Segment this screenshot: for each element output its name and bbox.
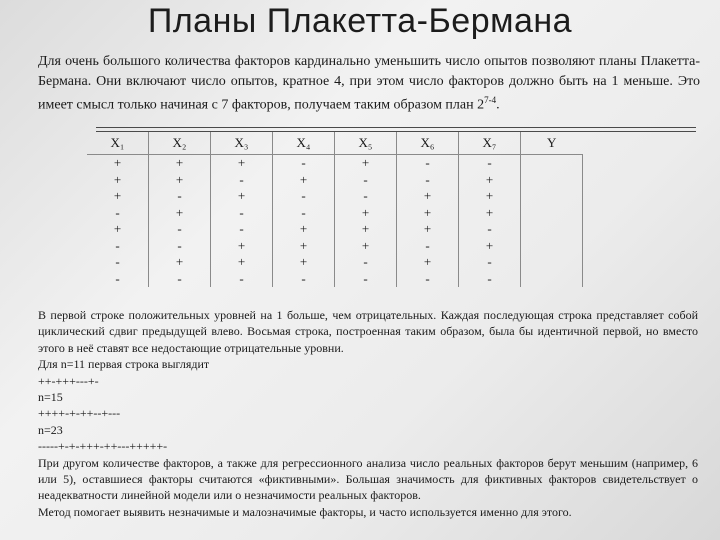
- table-cell: +: [87, 155, 149, 172]
- header-x2: X₂: [149, 132, 211, 155]
- line-n23-row: -----+-+-+++-++---+++++-: [38, 439, 168, 454]
- table-row: [87, 238, 583, 255]
- table-cell: +: [273, 254, 335, 271]
- table-row: [87, 205, 583, 222]
- plan-table: [87, 132, 583, 287]
- table-cell: -: [149, 221, 211, 238]
- table-row: [87, 155, 583, 172]
- table-cell: +: [273, 238, 335, 255]
- table-cell: -: [273, 271, 335, 288]
- table-cell: +: [211, 155, 273, 172]
- table-cell: +: [87, 172, 149, 189]
- table-header-row: [87, 132, 583, 155]
- header-x6: X₆: [397, 132, 459, 155]
- table-cell: -: [335, 188, 397, 205]
- table-cell: -: [87, 238, 149, 255]
- table-cell: +: [273, 172, 335, 189]
- table-cell: [521, 155, 583, 172]
- header-x7: X₇: [459, 132, 521, 155]
- line-n11-label: Для n=11 первая строка выглядит: [38, 357, 210, 372]
- table-cell: +: [149, 205, 211, 222]
- table-row: [87, 271, 583, 288]
- table-cell: -: [397, 155, 459, 172]
- table-cell: [521, 172, 583, 189]
- table-cell: +: [335, 205, 397, 222]
- table-cell: +: [149, 254, 211, 271]
- line-n23-label: n=23: [38, 422, 63, 437]
- header-y: Y: [521, 132, 583, 155]
- line-n11-row: ++-+++---+-: [38, 373, 99, 388]
- table-cell: +: [211, 238, 273, 255]
- table-row: [87, 188, 583, 205]
- table-cell: +: [211, 254, 273, 271]
- line-n15-row: ++++-+-++--+---: [38, 406, 121, 421]
- table-cell: -: [87, 254, 149, 271]
- table-cell: +: [87, 188, 149, 205]
- table-cell: -: [397, 271, 459, 288]
- header-x5: X₅: [335, 132, 397, 155]
- table-cell: +: [87, 221, 149, 238]
- table-cell: -: [87, 271, 149, 288]
- table-cell: [521, 221, 583, 238]
- table-cell: -: [273, 188, 335, 205]
- table-cell: +: [459, 188, 521, 205]
- table-cell: -: [211, 205, 273, 222]
- table-cell: +: [149, 172, 211, 189]
- table-cell: -: [149, 271, 211, 288]
- table-cell: +: [397, 221, 459, 238]
- table-cell: -: [149, 188, 211, 205]
- table-cell: -: [211, 271, 273, 288]
- table-cell: +: [273, 221, 335, 238]
- explanation-text: [38, 307, 698, 520]
- header-x1: X₁: [87, 132, 149, 155]
- table-cell: +: [335, 238, 397, 255]
- table-row: [87, 172, 583, 189]
- table-cell: -: [211, 172, 273, 189]
- paragraph-fictive-factors: При другом количестве факторов, а также для регрессионного анализа число реальных факторов берут меньшим (например, 6 или 5), оставшиеся факторы считаются «фиктивными». Большая значимость для фиктивных факторов свидетельствует о неадекватности линейной модели или о незначимости реальных факторов.: [38, 455, 698, 503]
- table-cell: +: [397, 254, 459, 271]
- table-cell: -: [397, 238, 459, 255]
- table-cell: -: [211, 221, 273, 238]
- table-cell: -: [459, 221, 521, 238]
- table-cell: -: [335, 172, 397, 189]
- table-cell: +: [335, 221, 397, 238]
- table-cell: -: [459, 254, 521, 271]
- table-cell: -: [87, 205, 149, 222]
- table-cell: -: [273, 205, 335, 222]
- table-cell: +: [335, 155, 397, 172]
- table-cell: [521, 205, 583, 222]
- table-cell: +: [149, 155, 211, 172]
- paragraph-method-purpose: Метод помогает выявить незначимые и малозначимые факторы, и часто используется именно для этого.: [38, 504, 572, 519]
- header-x4: X₄: [273, 132, 335, 155]
- table-cell: -: [149, 238, 211, 255]
- table-cell: [521, 238, 583, 255]
- table-cell: +: [459, 205, 521, 222]
- table-cell: +: [397, 188, 459, 205]
- intro-tail: .: [496, 97, 500, 113]
- table-cell: [521, 188, 583, 205]
- intro-paragraph: [38, 52, 700, 115]
- header-x3: X₃: [211, 132, 273, 155]
- table-cell: [521, 254, 583, 271]
- table-cell: -: [459, 271, 521, 288]
- intro-superscript: 7-4: [484, 95, 497, 105]
- page-title: Планы Плакетта-Бермана: [147, 2, 573, 40]
- paragraph-cyclic-shift: В первой строке положительных уровней на 1 больше, чем отрицательных. Каждая последующая строка представляет собой циклический сдвиг предыдущей влево. Восьмая строка, построенная таким образом, была бы идентичной первой, но вместо этого в неё ставят все недостающие отрицательные уровни.: [38, 308, 698, 355]
- table-cell: -: [397, 172, 459, 189]
- table-cell: +: [459, 172, 521, 189]
- line-n15-label: n=15: [38, 390, 63, 405]
- table-cell: [521, 271, 583, 288]
- table-body: [87, 155, 583, 288]
- table-row: [87, 221, 583, 238]
- table-cell: +: [211, 188, 273, 205]
- table-cell: -: [459, 155, 521, 172]
- table-cell: -: [273, 155, 335, 172]
- table-row: [87, 254, 583, 271]
- table-cell: -: [335, 271, 397, 288]
- table-cell: +: [459, 238, 521, 255]
- intro-text: Для очень большого количества факторов кардинально уменьшить число опытов позволяют планы Плакетта-Бермана. Они включают число опытов, кратное 4, при этом число факторов должно быть на 1 меньше. Это имеет смысл только начиная с 7 факторов, получаем таким образом план 2: [38, 54, 700, 113]
- table-cell: +: [397, 205, 459, 222]
- table-cell: -: [335, 254, 397, 271]
